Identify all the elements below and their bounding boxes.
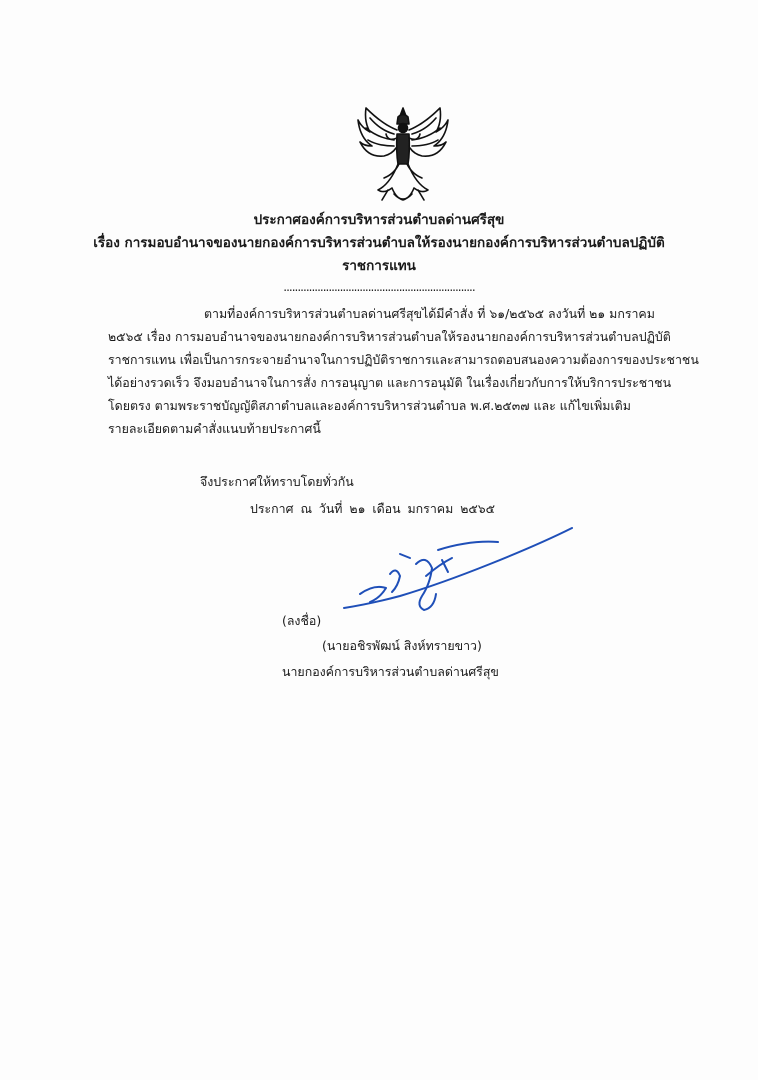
body-line: โดยตรง ตามพระราชบัญญัติสภาตำบลและองค์การบริหารส่วนตำบล พ.ศ.๒๕๓๗ และ แก้ไขเพิ่มเติม bbox=[108, 398, 631, 413]
subject-line-continued: ราชการแทน bbox=[342, 258, 416, 274]
announcement-title: ประกาศองค์การบริหารส่วนตำบลด่านศรีสุข bbox=[253, 212, 505, 228]
body-line: ๒๕๖๕ เรื่อง การมอบอำนาจของนายกองค์การบริหารส่วนตำบลให้รองนายกองค์การบริหารส่วนตำบลปฏิบัติ bbox=[108, 329, 671, 344]
signer-name: (นายอชิรพัฒน์ สิงห์ทรายขาว) bbox=[322, 638, 482, 653]
body-line: ราชการแทน เพื่อเป็นการกระจายอำนาจในการปฏิบัติราชการและสามารถตอบสนองความต้องการของประชาชน bbox=[108, 352, 699, 367]
body-line: รายละเอียดตามคำสั่งแนบท้ายประกาศนี้ bbox=[108, 421, 321, 436]
body-line: ได้อย่างรวดเร็ว จึงมอบอำนาจในการสั่ง การอนุญาต และการอนุมัติ ในเรื่องเกี่ยวกับการให้บริการประชาชน bbox=[108, 375, 672, 390]
garuda-emblem-icon bbox=[354, 104, 452, 204]
body-paragraph bbox=[108, 302, 698, 440]
announce-statement: จึงประกาศให้ทราบโดยทั่วกัน bbox=[200, 474, 354, 489]
signer-position: นายกองค์การบริหารส่วนตำบลด่านศรีสุข bbox=[282, 664, 499, 679]
dotted-separator: .................................................................... bbox=[283, 280, 475, 294]
handwritten-signature bbox=[330, 524, 580, 628]
announcement-date: ประกาศ ณ วันที่ ๒๑ เดือน มกราคม ๒๕๖๕ bbox=[250, 501, 495, 516]
subject-line: เรื่อง การมอบอำนาจของนายกองค์การบริหารส่วนตำบลให้รองนายกองค์การบริหารส่วนตำบลปฏิบัติ bbox=[93, 235, 665, 251]
body-line: ตามที่องค์การบริหารส่วนตำบลด่านศรีสุขได้มีคำสั่ง ที่ ๖๑/๒๕๖๕ ลงวันที่ ๒๑ มกราคม bbox=[204, 306, 655, 321]
signature-label: (ลงชื่อ) bbox=[282, 613, 322, 628]
